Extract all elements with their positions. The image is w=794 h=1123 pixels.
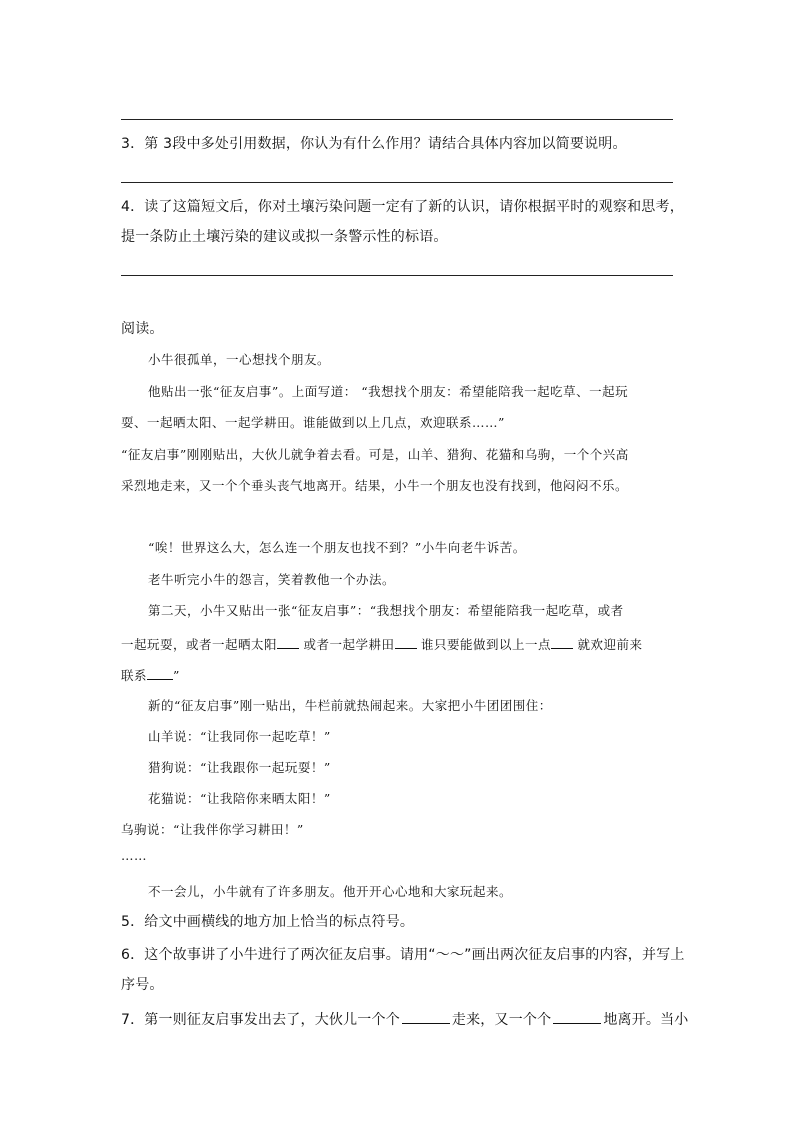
reading-heading: 阅读。 xyxy=(121,321,164,337)
story-text-segment: ” xyxy=(173,668,180,683)
story-paragraph-6-line-1: 第二天，小牛又贴出一张“征友启事”：“我想找个朋友：希望能陪我一起吃草，或者 xyxy=(148,603,624,618)
question-5: 5．给文中画横线的地方加上恰当的标点符号。 xyxy=(121,914,415,930)
story-paragraph-6-line-2 xyxy=(121,636,643,652)
question-6-line-2: 序号。 xyxy=(121,977,164,993)
question-6-line-1: 6．这个故事讲了小牛进行了两次征友启事。请用“～～”画出两次征友启事的内容，并写上 xyxy=(121,947,685,963)
question-text-segment: 地离开。当小 xyxy=(603,1012,689,1028)
answer-blank-1[interactable] xyxy=(402,1011,450,1024)
story-paragraph-6-line-3 xyxy=(121,667,180,683)
story-paragraph-3-line-1: “征友启事”刚刚贴出，大伙儿就争着去看。可是，山羊、猎狗、花猫和乌驹，一个个兴高 xyxy=(121,447,629,462)
story-text-segment: 就欢迎前来 xyxy=(577,637,643,652)
question-7 xyxy=(121,1011,689,1027)
punctuation-blank-1 xyxy=(277,636,299,649)
story-paragraph-7: 新的“征友启事”刚一贴出，牛栏前就热闹起来。大家把小牛团团围住： xyxy=(148,698,552,713)
story-text-segment: 一起玩耍，或者一起晒太阳 xyxy=(121,637,278,652)
punctuation-blank-4 xyxy=(147,667,173,680)
story-paragraph-2-line-2: 耍、一起晒太阳、一起学耕田。谁能做到以上几点，欢迎联系……” xyxy=(121,415,505,430)
story-paragraph-9: 猎狗说：“让我跟你一起玩耍！” xyxy=(148,760,331,775)
question-text-segment: 7．第一则征友启事发出去了，大伙儿一个个 xyxy=(121,1012,400,1028)
answer-line-q3 xyxy=(121,182,673,183)
question-3: 3．第 3段中多处引用数据，你认为有什么作用？请结合具体内容加以简要说明。 xyxy=(121,136,627,152)
punctuation-blank-2 xyxy=(395,636,417,649)
story-paragraph-2-line-1: 他贴出一张“征友启事”。上面写道： “我想找个朋友：希望能陪我一起吃草、一起玩 xyxy=(148,384,629,399)
question-text-segment: 走来，又一个个 xyxy=(451,1012,552,1028)
story-paragraph-11: 乌驹说：“让我伴你学习耕田！” xyxy=(121,822,304,837)
story-text-segment: 联系 xyxy=(121,668,148,683)
answer-blank-2[interactable] xyxy=(553,1011,601,1024)
answer-line-q4 xyxy=(121,275,673,276)
story-text-segment: 谁只要能做到以上一点 xyxy=(421,637,552,652)
story-paragraph-3-line-2: 采烈地走来，又一个个垂头丧气地离开。结果，小牛一个朋友也没有找到，他闷闷不乐。 xyxy=(121,478,629,493)
question-4-line-1: 4．读了这篇短文后，你对土壤污染问题一定有了新的认识，请你根据平时的观察和思考， xyxy=(121,199,684,215)
story-paragraph-8: 山羊说：“让我同你一起吃草！” xyxy=(148,729,331,744)
answer-line-q2 xyxy=(121,119,673,120)
story-paragraph-10: 花猫说：“让我陪你来晒太阳！” xyxy=(148,791,331,806)
story-paragraph-5: 老牛听完小牛的怨言，笑着教他一个办法。 xyxy=(148,572,396,587)
story-paragraph-4: “唉！世界这么大，怎么连一个朋友也找不到？”小牛向老牛诉苦。 xyxy=(148,540,526,555)
story-ellipsis: …… xyxy=(121,848,147,863)
story-paragraph-1: 小牛很孤单，一心想找个朋友。 xyxy=(148,352,331,367)
story-text-segment: 或者一起学耕田 xyxy=(303,637,395,652)
question-4-line-2: 提一条防止土壤污染的建议或拟一条警示性的标语。 xyxy=(121,229,448,245)
punctuation-blank-3 xyxy=(551,636,573,649)
story-paragraph-13: 不一会儿，小牛就有了许多朋友。他开开心心地和大家玩起来。 xyxy=(148,884,513,899)
